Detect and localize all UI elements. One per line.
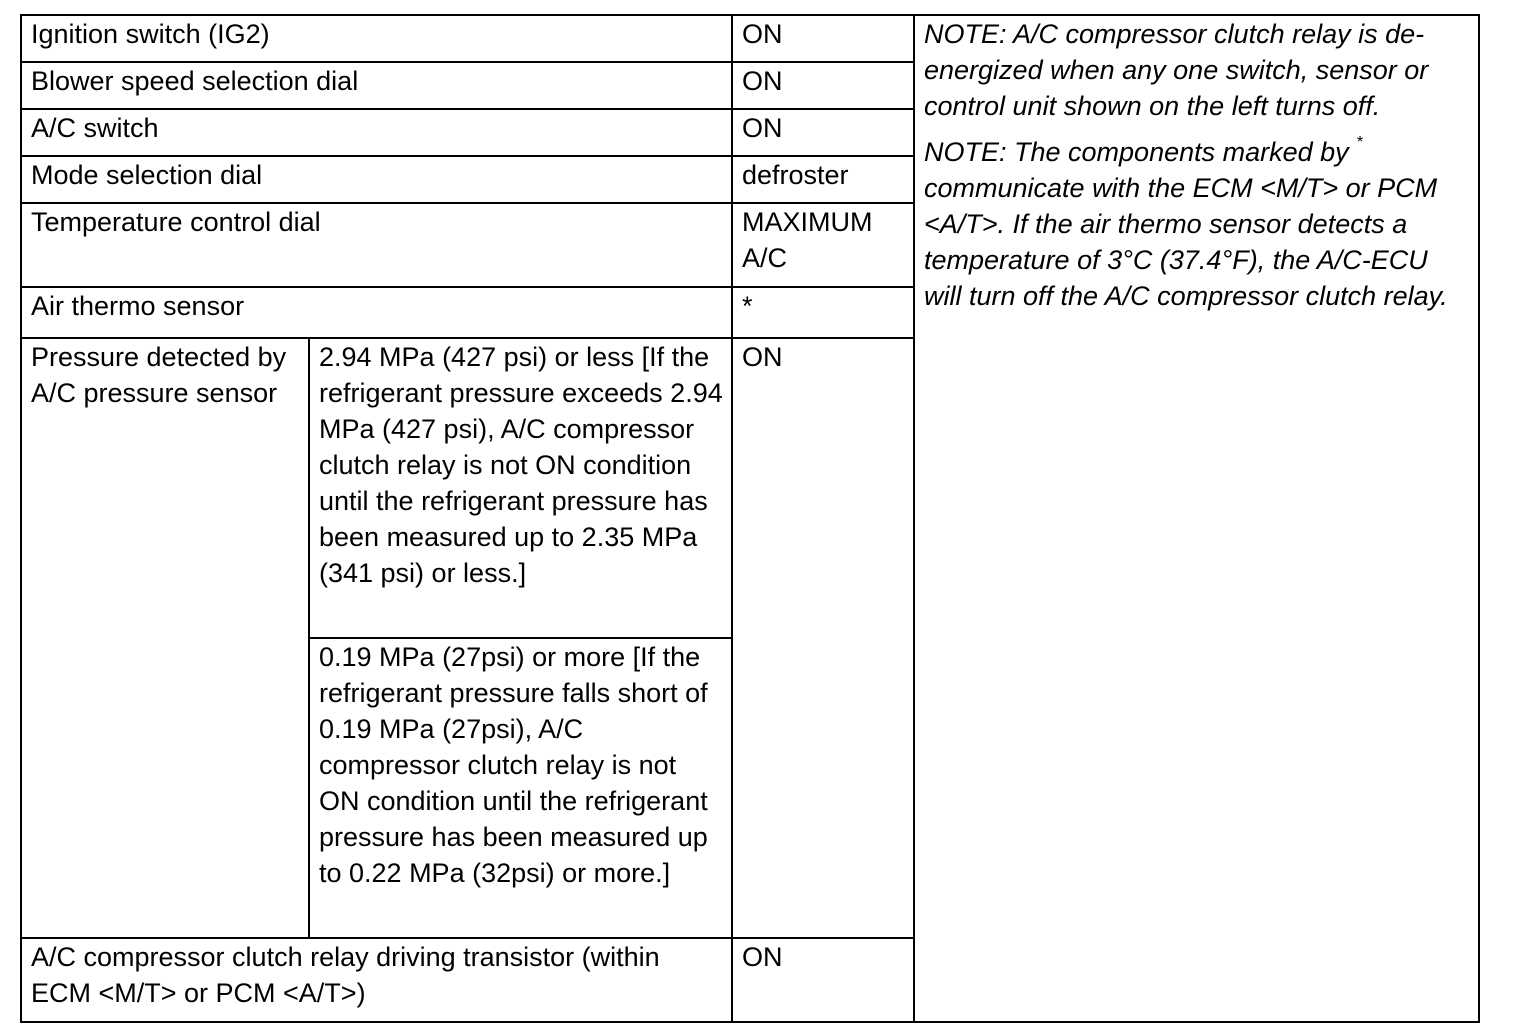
state-cell: defroster xyxy=(732,156,914,203)
condition-cell: Air thermo sensor xyxy=(21,287,732,338)
state-cell: ON xyxy=(732,15,914,62)
pressure-high-cell: 2.94 MPa (427 psi) or less [If the refrigerant pressure exceeds 2.94 MPa (427 psi), A/C compressor clutch relay is not ON condition until the refrigerant pressure has been measured up to 2.35 MPa (341 psi) or less.] xyxy=(309,338,732,638)
state-cell: MAXIMUM A/C xyxy=(732,203,914,287)
asterisk-marker: * xyxy=(1356,134,1363,151)
condition-cell: Ignition switch (IG2) xyxy=(21,15,732,62)
transistor-condition-cell: A/C compressor clutch relay driving transistor (within ECM <M/T> or PCM <A/T>) xyxy=(21,938,732,1022)
condition-cell: Temperature control dial xyxy=(21,203,732,287)
state-cell: ON xyxy=(732,62,914,109)
pressure-state-cell: ON xyxy=(732,338,914,938)
notes-cell xyxy=(914,15,1479,1022)
condition-cell: Mode selection dial xyxy=(21,156,732,203)
condition-cell: Blower speed selection dial xyxy=(21,62,732,109)
note-body: communicate with the ECM <M/T> or PCM <A/T>. If the air thermo sensor detects a temperature of 3°C (37.4°F), the A/C-ECU will turn off the A/C compressor clutch relay. xyxy=(924,173,1448,311)
state-cell: * xyxy=(732,287,914,338)
pressure-low-cell: 0.19 MPa (27psi) or more [If the refrigerant pressure falls short of 0.19 MPa (27psi), A/C compressor clutch relay is not ON condition until the refrigerant pressure has been measured up to 0.22 MPa (32psi) or more.] xyxy=(309,638,732,938)
transistor-state-cell: ON xyxy=(732,938,914,1022)
note-deenergized: NOTE: A/C compressor clutch relay is de-energized when any one switch, sensor or control unit shown on the left turns off. xyxy=(924,19,1429,121)
pressure-label-cell: Pressure detected by A/C pressure sensor xyxy=(21,338,309,938)
note-components-marked xyxy=(924,134,1470,314)
condition-cell: A/C switch xyxy=(21,109,732,156)
ac-relay-conditions-table xyxy=(20,14,1480,1023)
state-cell: ON xyxy=(732,109,914,156)
note-prefix: NOTE: The components marked by xyxy=(924,137,1349,167)
